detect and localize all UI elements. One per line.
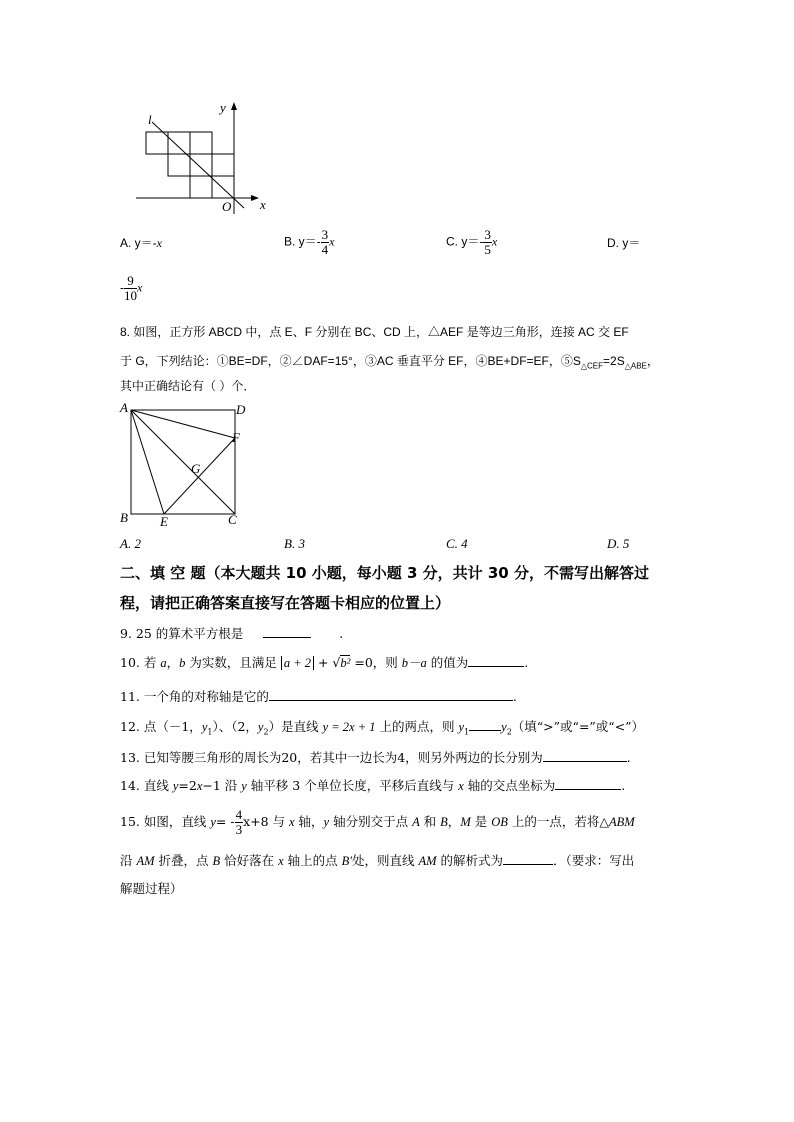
q10-sqrt: b² — [340, 656, 351, 670]
q12-answer-blank[interactable] — [469, 718, 501, 731]
q11: 11. 一个角的对称轴是它的 . — [120, 689, 517, 704]
vertex-e: E — [160, 514, 168, 529]
q7-option-c: C. y＝- $\frac{3}{5}$ x — [446, 227, 498, 257]
q8-option-c: C. 4 — [446, 536, 468, 551]
q8-option-b: B. 3 — [284, 536, 305, 551]
q8-option-a: A. 2 — [120, 536, 141, 551]
vertex-f: F — [232, 430, 240, 445]
q15-answer-blank[interactable] — [503, 852, 553, 865]
q9-answer-blank[interactable] — [263, 625, 311, 638]
section-2-heading-line-2: 程，请把正确答案直接写在答题卡相应的位置上） — [120, 594, 451, 612]
vertex-g: G — [191, 461, 201, 476]
label-o: O — [222, 199, 232, 214]
q8-line-2: 于 G，下列结论：①BE=DF，②∠DAF=15°，③AC 垂直平分 EF，④BE+DF=EF，$⑤S_{\triangle CEF}=2S_{\triangle ABE}$， — [120, 354, 659, 371]
section-2-heading-line-1: 二、填 空 题（本大题共 10 小题，每小题 3 分，共计 30 分，不需写出解答过 — [120, 564, 649, 582]
q8-square-figure — [112, 398, 262, 530]
q13: 13. 已知等腰三角形的周长为20，若其中一边长为4，则另外两边的长分别为 . — [120, 750, 631, 765]
q13-answer-blank[interactable] — [543, 749, 627, 762]
q14-answer-blank[interactable] — [555, 777, 621, 790]
q15-line-1: 15. 如图，直线 y= - $\frac{4}{3}$ x+8 与 x 轴，y 轴分别交于点 A 和 B，M 是 OB 上的一点，若将△ABM — [120, 807, 635, 837]
vertex-a: A — [120, 400, 128, 415]
vertex-b: B — [120, 510, 128, 525]
q9: 9. 25 的算术平方根是 . — [120, 626, 344, 641]
q15-line-3: 解题过程） — [120, 881, 183, 896]
q14: 14. 直线 y=2x−1 沿 y 轴平移 3 个单位长度，平移后直线与 x 轴的交点坐标为 . — [120, 778, 626, 793]
q11-answer-blank[interactable] — [269, 688, 513, 701]
q15-line-2: 沿 AM 折叠，点 B 恰好落在 x 轴上的点 B′处，则直线 AM 的解析式为 ．（要求：写出 — [120, 853, 635, 868]
q7-option-d: D. y＝ — [607, 236, 641, 250]
vertex-d: D — [236, 402, 246, 417]
label-x: x — [260, 197, 266, 212]
q10: 10. 若 a，b 为实数，且满足 a + 2 + √b² =0，则 b－a 的值为 . — [120, 655, 529, 670]
q8-option-d: D. 5 — [607, 536, 630, 551]
y-axis-arrow — [231, 102, 237, 110]
label-y: y — [220, 100, 226, 115]
q7-option-b: B. y＝- $\frac{3}{4}$ x — [284, 227, 335, 257]
label-l: l — [148, 112, 152, 127]
x-axis-arrow — [251, 195, 259, 201]
q10-abs-value: a + 2 — [281, 656, 314, 670]
q7-option-a: A. y＝-x — [120, 236, 162, 250]
q7-option-d-value: - $\frac{9}{10}$ x — [120, 273, 143, 303]
q8-line-1: 8. 如图，正方形 ABCD 中，点 E、F 分别在 BC、CD 上，△AEF 是等边三角形，连接 AC 交 EF — [120, 325, 629, 339]
q8-line-3: 其中正确结论有（ ）个． — [120, 379, 256, 393]
q12: 12. 点（－1，$y_1$）、（2，$y_2$）是直线 y = 2x + 1 上的两点，则 $y_1$ $y_2$（填“>”或“=”或“<”） — [120, 719, 645, 737]
q7-grid-figure — [128, 98, 278, 216]
vertex-c: C — [228, 512, 237, 527]
q10-answer-blank[interactable] — [468, 654, 524, 667]
